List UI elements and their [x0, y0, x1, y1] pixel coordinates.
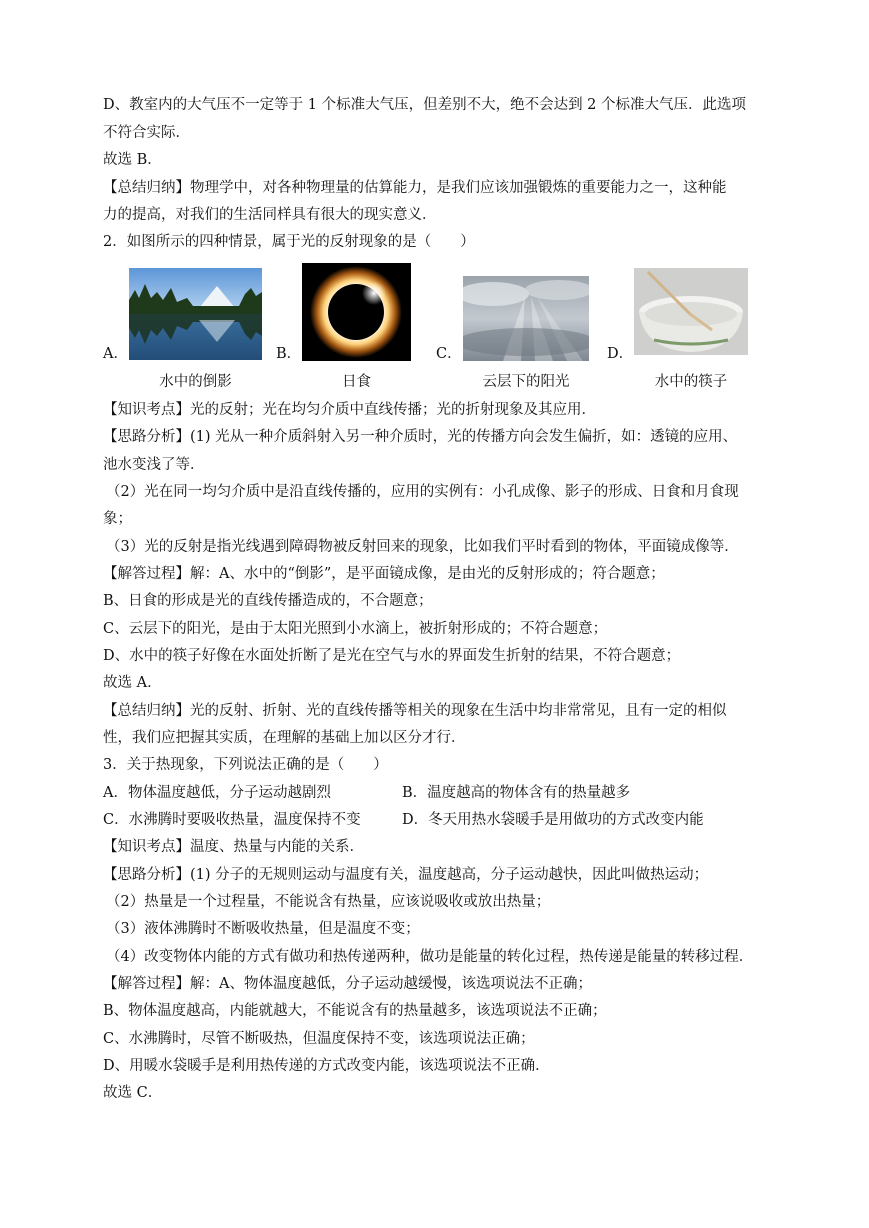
text-line: B、物体温度越高，内能就越大，不能说含有的热量越多，该选项说法不正确； — [103, 1003, 607, 1019]
caption-c: 云层下的阳光 — [482, 374, 570, 390]
text-line: 【思路分析】(1) 光从一种介质斜射入另一种介质时，光的传播方向会发生偏折，如：透镜的应用、 — [103, 429, 738, 445]
text-line: B、日食的形成是光的直线传播造成的，不合题意； — [103, 593, 433, 609]
text-line: D、教室内的大气压不一定等于 1 个标准大气压，但差别不大，绝不会达到 2 个标准大气压．此选项 — [103, 97, 747, 113]
text-line: D、水中的筷子好像在水面处折断了是光在空气与水的界面发生折射的结果，不符合题意； — [103, 648, 681, 664]
text-line: 【知识考点】光的反射；光在均匀介质中直线传播；光的折射现象及其应用． — [103, 402, 596, 418]
text-line: C、水沸腾时，尽管不断吸热，但温度保持不变，该选项说法正确； — [103, 1031, 535, 1047]
q3-option-b: B．温度越高的物体含有的热量越多 — [402, 785, 631, 801]
lake-reflection-image — [129, 268, 262, 360]
text-line: 【解答过程】解：A、物体温度越低，分子运动越缓慢，该选项说法不正确； — [103, 976, 592, 992]
text-line: （2）光在同一均匀介质中是沿直线传播的，应用的实例有：小孔成像、影子的形成、日食和月食现 — [106, 484, 739, 500]
option-letter-c: C． — [436, 346, 462, 362]
caption-a: 水中的倒影 — [159, 374, 232, 390]
text-line: （2）热量是一个过程量，不能说含有热量，应该说吸收或放出热量； — [106, 894, 551, 910]
text-line: D、用暖水袋暖手是利用热传递的方式改变内能，该选项说法不正确． — [103, 1058, 550, 1074]
q3-option-d: D．冬天用热水袋暖手是用做功的方式改变内能 — [402, 812, 704, 828]
q3-option-a: A．物体温度越低，分子运动越剧烈 — [103, 785, 331, 801]
text-line: 性，我们应把握其实质，在理解的基础上加以区分才行． — [103, 730, 466, 746]
sunlight-clouds-image — [463, 276, 589, 361]
text-line: 故选 A． — [103, 675, 162, 691]
question-2-stem: 2．如图所示的四种情景，属于光的反射现象的是（ ） — [103, 234, 475, 250]
option-letter-a: A． — [103, 346, 128, 362]
option-letter-b: B． — [276, 346, 302, 362]
option-letter-d: D． — [607, 346, 634, 362]
text-line: 故选 C． — [103, 1085, 163, 1101]
text-line: （3）液体沸腾时不断吸收热量，但是温度不变； — [106, 921, 420, 937]
text-line: 池水变浅了等． — [103, 457, 205, 473]
text-line: 象； — [103, 511, 132, 527]
text-line: 不符合实际． — [103, 125, 190, 141]
text-line: 力的提高，对我们的生活同样具有很大的现实意义． — [103, 207, 437, 223]
caption-d: 水中的筷子 — [654, 374, 728, 390]
text-line: 【思路分析】(1) 分子的无规则运动与温度有关，温度越高，分子运动越快，因此叫做热运动； — [103, 867, 709, 883]
text-line: 故选 B． — [103, 152, 162, 168]
text-line: 【总结归纳】物理学中，对各种物理量的估算能力，是我们应该加强锻炼的重要能力之一，这种能 — [103, 180, 727, 196]
text-line: （4）改变物体内能的方式有做功和热传递两种，做功是能量的转化过程，热传递是能量的转移过程． — [106, 949, 754, 965]
chopstick-bowl-image — [634, 268, 748, 355]
text-line: 【知识考点】温度、热量与内能的关系． — [103, 839, 364, 855]
q3-option-c: C．水沸腾时要吸收热量，温度保持不变 — [103, 812, 361, 828]
solar-eclipse-image — [302, 263, 411, 361]
text-line: C、云层下的阳光，是由于太阳光照到小水滴上，被折射形成的；不符合题意； — [103, 621, 608, 637]
question-3-stem: 3．关于热现象，下列说法正确的是（ ） — [103, 757, 388, 773]
text-line: 【总结归纳】光的反射、折射、光的直线传播等相关的现象在生活中均非常常见，且有一定的相似 — [103, 703, 727, 719]
caption-b: 日食 — [342, 374, 371, 390]
text-line: 【解答过程】解：A、水中的“倒影”，是平面镜成像，是由光的反射形成的；符合题意； — [103, 566, 665, 582]
text-line: （3）光的反射是指光线遇到障碍物被反射回来的现象，比如我们平时看到的物体，平面镜成像等． — [106, 539, 739, 555]
